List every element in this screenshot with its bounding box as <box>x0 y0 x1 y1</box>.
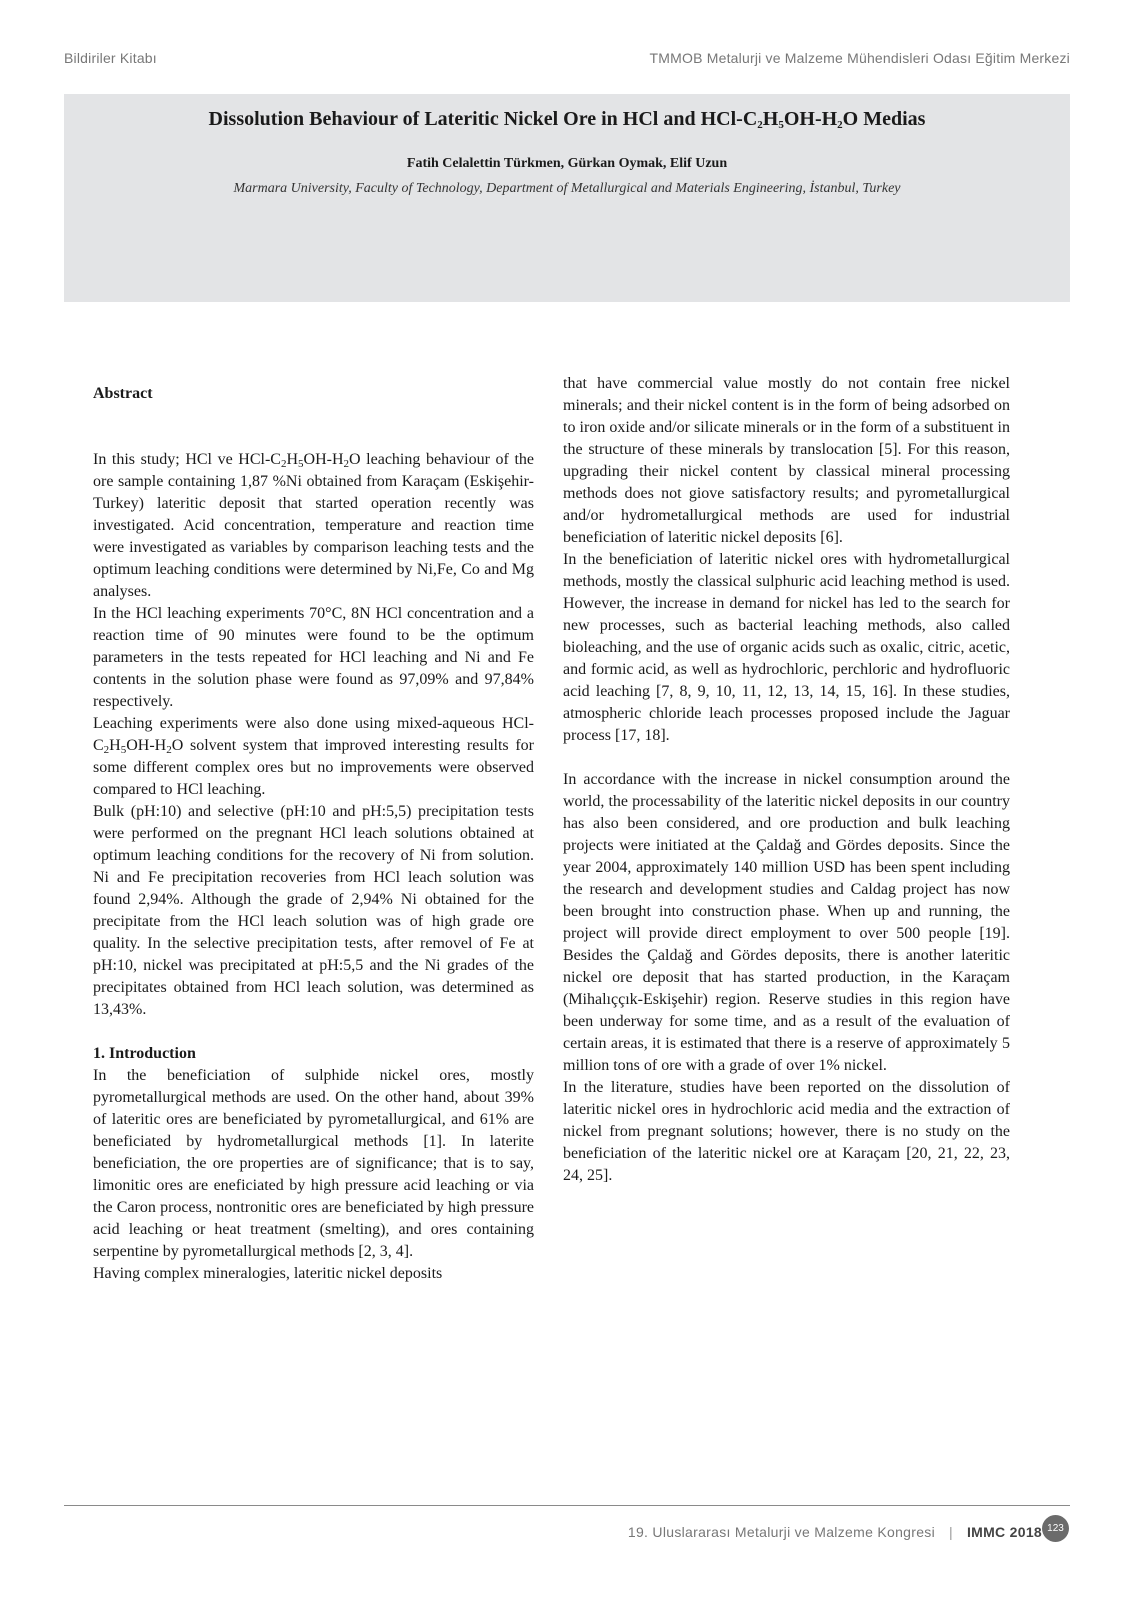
right-paragraph-3: In accordance with the increase in nickel consumption around the world, the processability of the lateritic nickel deposits in our country has also been considered, and ore production and bulk leaching projects were initiated at the Çaldağ and Gördes deposits. Since the year 2004, approximately 140 million USD has been spent including the research and development studies and Caldag project has now been brought into construction phase. When up and running, the project will provide direct employment to over 500 people [19]. Besides the Çaldağ and Gördes deposits, there is another lateritic nickel ore deposit that has started production, in the Karaçam (Mihalıççık-Eskişehir) region. Reserve studies in this region have been underway for some time, and as a result of the evaluation of certain areas, it is estimated that there is a reserve of approximately 5 million tons of ore with a grade of over 1% nickel. <box>563 771 1010 1074</box>
conference-tag: IMMC 2018 <box>966 1524 1042 1540</box>
introduction-paragraph-1: In the beneficiation of sulphide nickel ores, mostly pyrometallurgical methods are used. On the other hand, about 39% of lateritic ores are beneficiated by pyrometallurgical, and 61% are beneficiated by hydrometallurgical methods [1]. In laterite beneficiation, the ore properties are of significance; that is to say, limonitic ores are eneficiated by high pressure acid leaching or via the Caron process, nontronitic ores are beneficiated by high pressure acid leaching or heat treatment (smelting), and ores containing serpentine by pyrometallurgical methods [2, 3, 4]. <box>93 1067 534 1260</box>
footer-separator: | <box>949 1524 953 1540</box>
title-block <box>64 94 1070 302</box>
right-paragraph-2: In the beneficiation of lateritic nickel ores with hydrometallurgical methods, mostly the classical sulphuric acid leaching method is used. However, the increase in demand for nickel has led to the search for new processes, such as bacterial leaching methods, also called bioleaching, and the use of organic acids such as oxalic, citric, acetic, and formic acid, as well as hydrochloric, perchloric and hydrofluoric acid leaching [7, 8, 9, 10, 11, 12, 13, 14, 15, 16]. In these studies, atmospheric chloride leach processes proposed include the Jaguar process [17, 18]. <box>563 551 1010 744</box>
right-paragraph-1: that have commercial value mostly do not contain free nickel minerals; and their nickel content is in the form of being adsorbed on to iron oxide and/or silicate minerals or in the form of a substituent in the structure of these minerals by translocation [5]. For this reason, upgrading their nickel content by classical mineral processing methods does not giove satisfactory results; and pyrometallurgical and/or hydrometallurgical methods are used for industrial beneficiation of lateritic nickel deposits [6]. <box>563 375 1010 546</box>
abstract-paragraph-3: Leaching experiments were also done using mixed-aqueous HCl-$C_2H_5OH-H_2O$ solvent system that improved interesting results for some different complex ores but no improvements were observed compared to HCl leaching. <box>93 715 534 798</box>
abstract-paragraph-4: Bulk (pH:10) and selective (pH:10 and pH:5,5) precipitation tests were performed on the pregnant HCl leach solutions obtained at optimum leaching conditions for the recovery of Ni from solution. Ni and Fe precipitation recoveries from HCl leach solution was found 2,94%. Although the grade of 2,94% Ni obtained for the precipitate from the HCl leach solution was of high grade ore quality. In the selective precipitation tests, after removel of Fe at pH:10, nickel was precipitated at pH:5,5 and the Ni grades of the precipitates obtained from HCl leach solution, was determined as 13,43%. <box>93 803 534 1018</box>
paper-title: Dissolution Behaviour of Lateritic Nickel Ore in HCl and HCl-$C_2H_5OH-H_2O$ Medias <box>208 108 926 131</box>
authors: Fatih Celalettin Türkmen, Gürkan Oymak, Elif Uzun <box>406 156 728 171</box>
right-column <box>563 373 1010 1187</box>
running-header-right: TMMOB Metalurji ve Malzeme Mühendisleri Odası Eğitim Merkezi <box>649 50 1070 66</box>
abstract-paragraph-2: In the HCl leaching experiments 70°C, 8N HCl concentration and a reaction time of 90 minutes were found to be the optimum parameters in the tests repeated for HCl leaching and Ni and Fe contents in the solution phase were found as 97,09% and 97,84% respectively. <box>93 605 534 710</box>
right-paragraph-4: In the literature, studies have been reported on the dissolution of lateritic nickel ores in hydrochloric acid media and the extraction of nickel from pregnant solutions; however, there is no study on the beneficiation of the lateritic nickel ore at Karaçam [20, 21, 22, 23, 24, 25]. <box>563 1079 1010 1184</box>
introduction-heading: 1. Introduction <box>93 1045 196 1062</box>
affiliation: Marmara University, Faculty of Technology, Department of Metallurgical and Materials Engineering, İstanbul, Turkey <box>233 181 901 196</box>
running-header-left: Bildiriler Kitabı <box>64 50 157 66</box>
introduction-paragraph-2-start: Having complex mineralogies, lateritic nickel deposits <box>93 1265 443 1282</box>
footer-rule <box>64 1505 1070 1506</box>
left-column <box>93 383 534 1285</box>
footer <box>628 1524 1042 1540</box>
abstract-paragraph-1: In this study; HCl ve HCl-$C_2H_5OH-H_2O$ leaching behaviour of the ore sample containing 1,87 %Ni obtained from Karaçam (Eskişehir-Turkey) lateritic deposit that started operation recently was investigated. Acid concentration, temperature and reaction time were investigated as variables by comparison leaching tests and the optimum leaching conditions were determined by Ni,Fe, Co and Mg analyses. <box>93 451 534 600</box>
congress-name: 19. Uluslararası Metalurji ve Malzeme Kongresi <box>627 1524 935 1540</box>
page-number-badge: 123 <box>1042 1515 1069 1542</box>
abstract-heading: Abstract <box>93 385 153 402</box>
